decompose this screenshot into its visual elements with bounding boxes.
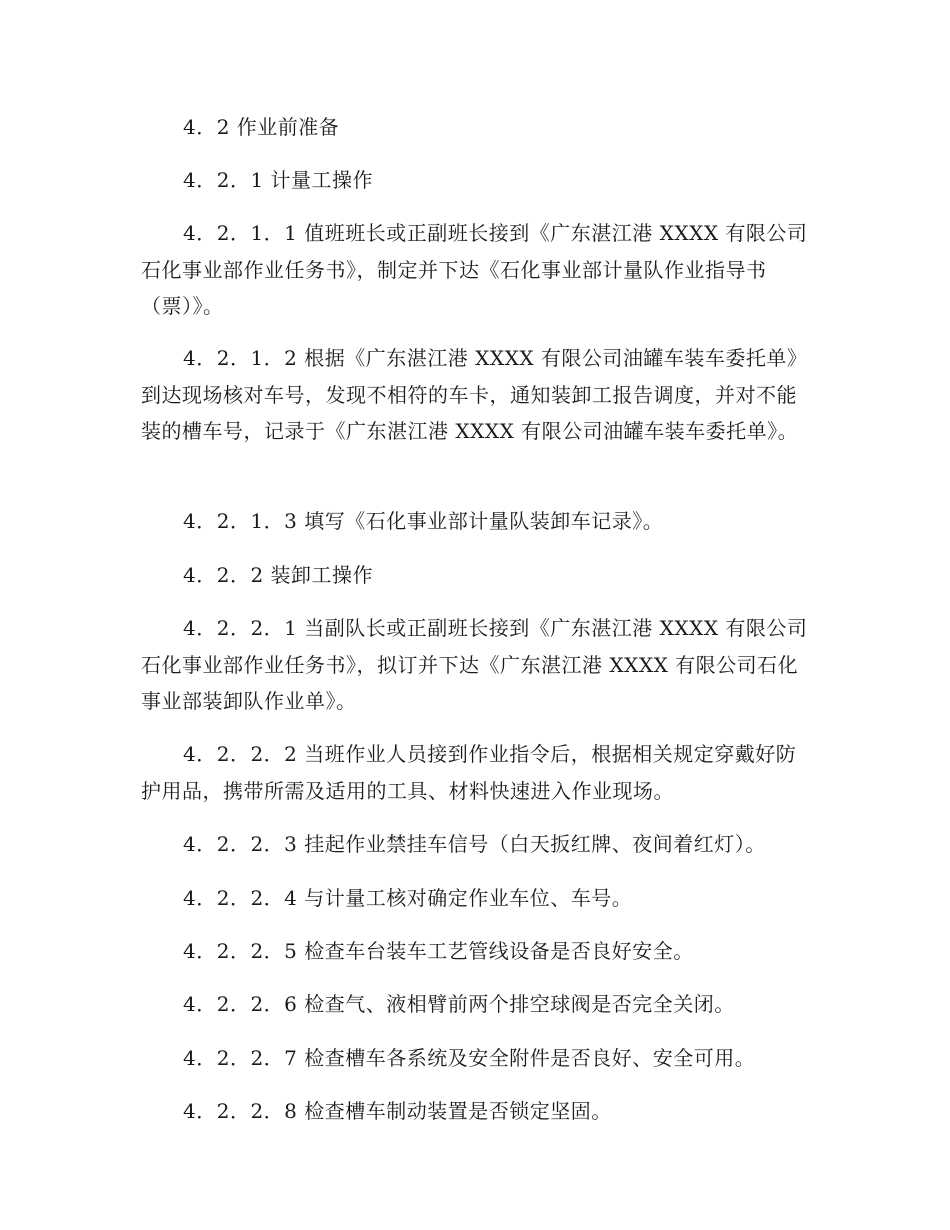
subsection-heading-4-2-1: 4．2．1 计量工操作 <box>183 168 374 192</box>
section-heading-4-2: 4．2 作业前准备 <box>183 115 340 139</box>
paragraph-4-2-2-5: 4．2．2．5 检查车台装车工艺管线设备是否良好安全。 <box>183 939 694 963</box>
paragraph-4-2-2-2: 4．2．2．2 当班作业人员接到作业指令后，根据相关规定穿戴好防护用品，携带所需及适用的工具、材料快速进入作业现场。 <box>141 742 797 803</box>
subsection-heading-4-2-2: 4．2．2 装卸工操作 <box>183 563 374 587</box>
paragraph-4-2-1-2: 4．2．1．2 根据《广东湛江港 XXXX 有限公司油罐车装车委托单》到达现场核对车号，发现不相符的车卡，通知装卸工报告调度，并对不能装的槽车号，记录于《广东湛江港 XXXX 有限公司油罐车装车委托单》。 <box>141 346 808 443</box>
paragraph-4-2-2-6: 4．2．2．6 检查气、液相臂前两个排空球阀是否完全关闭。 <box>183 992 735 1016</box>
paragraph-4-2-2-3: 4．2．2．3 挂起作业禁挂车信号（白天扳红牌、夜间着红灯）。 <box>183 832 766 856</box>
paragraph-4-2-2-7: 4．2．2．7 检查槽车各系统及安全附件是否良好、安全可用。 <box>183 1046 756 1070</box>
paragraph-4-2-2-1: 4．2．2．1 当副队长或正副班长接到《广东湛江港 XXXX 有限公司石化事业部作业任务书》，拟订并下达《广东湛江港 XXXX 有限公司石化事业部装卸队作业单》。 <box>141 616 808 713</box>
paragraph-4-2-1-3: 4．2．1．3 填写《石化事业部计量队装卸车记录》。 <box>183 509 664 533</box>
paragraph-4-2-2-4: 4．2．2．4 与计量工核对确定作业车位、车号。 <box>183 886 633 910</box>
paragraph-4-2-2-8: 4．2．2．8 检查槽车制动装置是否锁定坚固。 <box>183 1099 612 1123</box>
paragraph-4-2-1-1: 4．2．1．1 值班班长或正副班长接到《广东湛江港 XXXX 有限公司石化事业部作业任务书》，制定并下达《石化事业部计量队作业指导书（票）》。 <box>141 221 808 318</box>
